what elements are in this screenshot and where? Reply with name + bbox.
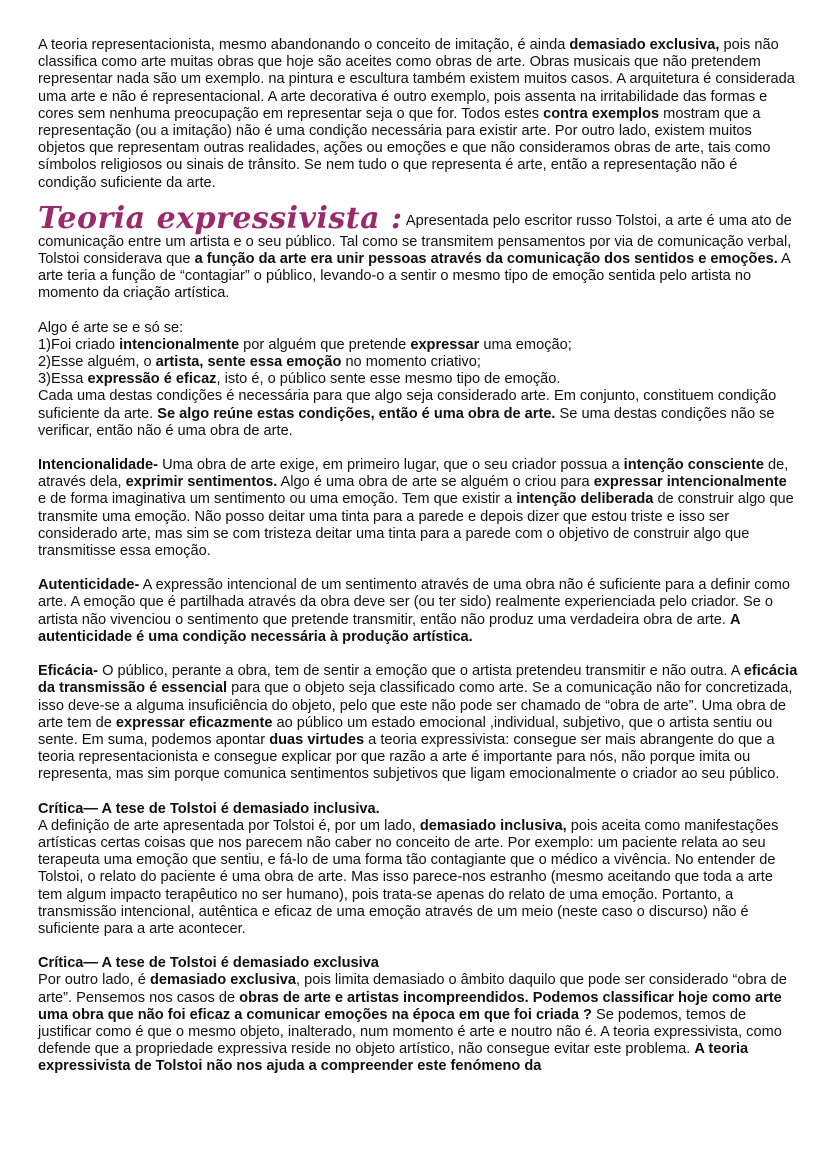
text-run-2: pois não classifica como arte muitas obras que hoje são aceites como obras de arte. Obras musicais que não pretendem representar nada são um exemplo. na pintura e escultura também existem muitos casos. A arquitetura é considerada uma arte e não é representacional. A arte decorativa é outro exemplo, pois assenta na irritabilidade das formas e cores sem nenhuma preocupação em representar seja o que for. Todos estes [38,37,795,122]
bold-run-3: contra exemplos [543,105,660,122]
paragraph-critica-exclusiva [38,972,798,1075]
bold-run-1: Se algo reúne estas condições, então é uma obra de arte. [157,405,556,422]
conditions-summary [38,388,798,440]
condition-1 [38,337,798,354]
bold-run-3: expressar [410,336,480,353]
text-run-4: mostram que a representação (ou a imitação) não é uma condição necessária para existir arte. Por outro lado, existem muitos objetos que representam outras realidades, ações ou emoções e que não consideramos obras de arte, tais como símbolos religiosos ou sinais de trânsito. Se nem tudo o que representa é arte, então a representação não é condição suficiente da arte. [38,105,771,191]
bold-run-1: artista, sente essa emoção [155,354,342,371]
text-run-0: Por outro lado, é [38,972,150,989]
text-run-1: A expressão intencional de um sentimento através de uma obra não é suficiente para a definir como arte. A emoção que é partilhada através da obra deve ser (ou ter sido) realmente experienciada pelo criador. Se o artista não vivenciou o sentimento que pretende transmitir, então não produz uma verdadeira obra de arte. [38,577,790,628]
text-run-2: , isto é, o público sente esse mesmo tipo de emoção. [216,371,561,388]
bold-run-6: expressar intencionalmente [593,474,787,491]
text-run-7: e de forma imaginativa um sentimento ou uma emoção. Tem que existir a [38,491,517,508]
paragraph-expressivista-intro [38,200,798,303]
text-run-0: Cada uma destas condições é necessária para que algo seja considerado arte. Em conjunto, constituem condição suficiente da arte. [38,388,777,422]
bold-run-2: A autenticidade é uma condição necessária à produção artística. [38,611,740,645]
text-run-9: de construir algo que transmite uma emoção. Não posso deitar uma tinta para a parede e depois dizer que estou triste e isso ser considerado arte, mas sim se com tristeza deitar uma tinta para a parede com o objetivo de construir algo que transmitisse essa emoção. [38,491,794,560]
text-run-1: O público, perante a obra, tem de sentir a emoção que o artista pretendeu transmitir e não outra. A [98,663,744,680]
conditions-intro: Algo é arte se e só se: [38,319,184,336]
paragraph-representacionista-critique [38,37,798,192]
bold-run-1: demasiado inclusiva, [419,817,567,834]
bold-run-3: obras de arte e artistas incompreendidos. Podemos classificar hoje como arte uma obra que não foi eficaz a comunicar emoções na época em que foi criada ? [38,989,782,1023]
condition-3 [38,371,798,388]
text-run-0: A teoria representacionista, mesmo abandonando o conceito de imitação, é ainda [38,37,570,53]
bold-run-0: Intencionalidade- [38,457,159,474]
text-run-0: 3)Essa [38,371,88,388]
paragraph-intencionalidade [38,457,798,560]
bold-run-1: expressão é eficaz [87,371,217,388]
paragraph-critica-inclusiva [38,818,798,938]
text-run-1: Uma obra de arte exige, em primeiro lugar, que o seu criador possua a [158,457,624,474]
text-run-0: 2)Esse alguém, o [38,354,156,371]
text-run-7: a teoria expressivista: consegue ser mais abrangente do que a teoria representacionista e consegue explicar por que razão a arte é importante para nós, não porque imita ou representa, mas sim porque comunica sentimentos subjetivos que ligam emocionalmente o criador ao seu público. [38,731,780,783]
bold-run-5: A teoria expressivista de Tolstoi não nos ajuda a compreender este fenómeno da [38,1041,749,1075]
text-run-2: Se uma destas condições não se verificar, então não é uma obra de arte. [38,405,775,439]
bold-run-2: eficácia da transmissão é essencial [38,663,798,697]
text-run-2: no momento criativo; [341,354,481,371]
bold-run-1: a função da arte era unir pessoas através da comunicação dos sentidos e emoções. [194,251,778,268]
text-run-0: A definição de arte apresentada por Tolstoi é, por um lado, [38,817,420,834]
bold-run-1: demasiado exclusiva [149,972,296,989]
text-run-5: Algo é uma obra de arte se alguém o criou para [277,474,594,491]
paragraph-autenticidade [38,577,798,646]
text-run-2: pois aceita como manifestações artísticas certas coisas que nos parecem não caber no conceito de arte. Por exemplo: um paciente relata ao seu terapeuta uma emoção que sentiu, e fá-lo de uma forma tão contagiante que o médico a vivência. No entender de Tolstoi, o relato do paciente é uma obra de arte. Mas isso parece-nos estranho (mesmo aceitando que toda a arte tem algum impacto terapêutico no ser humano), pois trata-se apenas do relato de uma emoção. Portanto, a transmissão intencional, autêntica e eficaz de uma emoção através de um meio (neste caso o discurso) não é suficiente para a arte acontecer. [38,817,779,937]
text-run-5: ao público um estado emocional ,individual, subjetivo, que o artista sentiu ou sente. Em suma, podemos apontar [38,714,773,748]
bold-run-1: demasiado exclusiva, [569,37,720,53]
bold-run-0: Eficácia- [38,663,99,680]
text-run-3: para que o objeto seja classificado como arte. Se a comunicação não for concretizada, isso deve-se a alguma insuficiência do objeto, pelo que este não pode ser chamado de “obra de arte”. Uma obra de arte tem de [38,680,793,731]
text-run-2: por alguém que pretende [239,336,411,353]
bold-run-4: exprimir sentimentos. [125,474,278,491]
text-run-2: , pois limita demasiado o âmbito daquilo que pode ser considerado “obra de arte”. Pensemos nos casos de [38,972,787,1006]
bold-run-6: duas virtudes [269,731,365,748]
text-run-0: 1)Foi criado [38,336,120,353]
text-run-2: A arte teria a função de “contagiar” o público, levando-o a sentir o mesmo tipo de emoção sentida pelo artista no momento da criação artística. [38,251,790,302]
bold-run-1: intencionalmente [119,336,240,353]
condition-2 [38,354,798,371]
bold-run-2: intenção consciente [623,457,764,474]
text-run-4: Se podemos, temos de justificar como é que o mesmo objeto, inalterado, num momento é arte e noutro não é. A teoria expressivista, como defende que a propriedade expressiva reside no objeto artístico, não consegue evitar este problema. [38,1006,782,1058]
text-run-3: de, através dela, [38,457,789,491]
bold-run-8: intenção deliberada [516,491,654,508]
critica-inclusiva-title: Crítica— A tese de Tolstoi é demasiado inclusiva. [38,800,380,817]
text-run-0: Apresentada pelo escritor russo Tolstoi, a arte é uma ato de comunicação entre um artista e o seu público. Tal como se transmitem pensamentos por via de comunicação verbal, Tolstoi considerava que [38,212,792,268]
bold-run-4: expressar eficazmente [115,714,273,731]
section-heading-teoria-expressivista: Teoria expressivista : [38,200,403,236]
critica-exclusiva-title: Crítica— A tese de Tolstoi é demasiado exclusiva [38,955,379,972]
paragraph-eficacia [38,663,798,783]
text-run-4: uma emoção; [479,336,572,353]
bold-run-0: Autenticidade- [38,577,140,594]
